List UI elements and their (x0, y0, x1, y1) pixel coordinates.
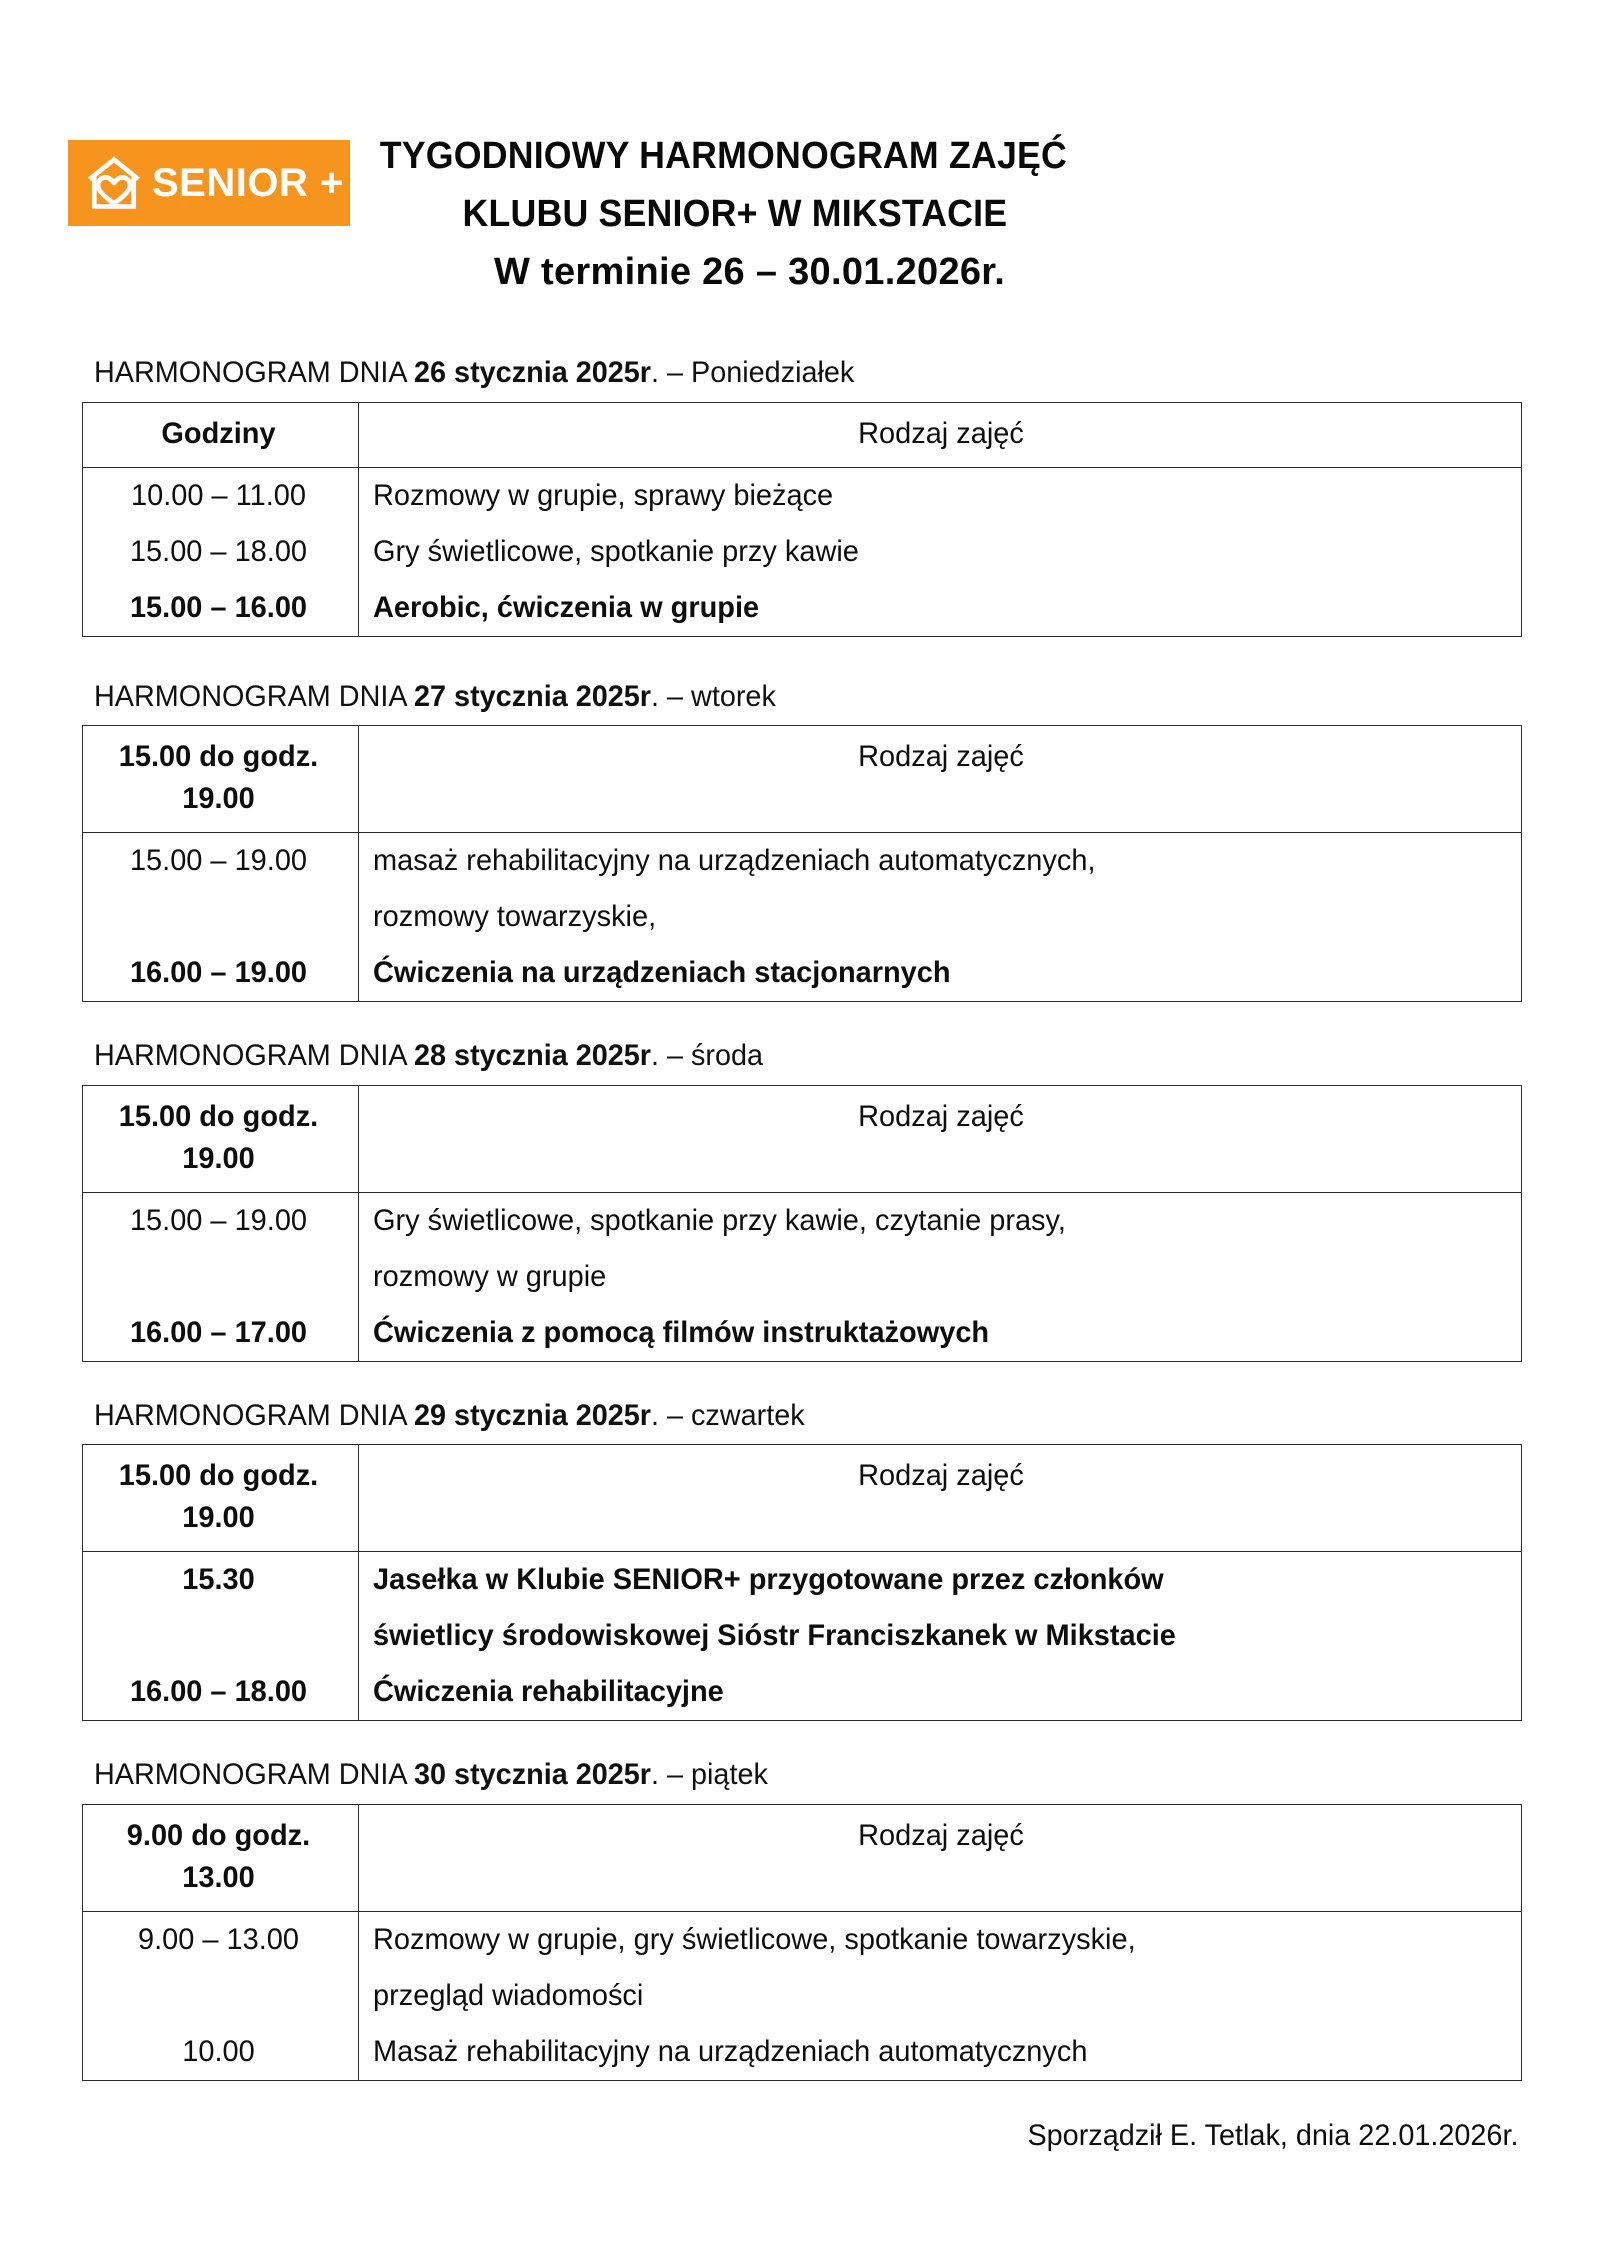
day-caption-date: 27 stycznia 2025r (414, 679, 651, 713)
cell-activity (359, 524, 1522, 580)
cell-activity (359, 1249, 1522, 1305)
day-caption-prefix: HARMONOGRAM DNIA (94, 356, 415, 390)
table-row (83, 467, 1522, 524)
day-section (82, 353, 1522, 637)
cell-time (83, 1192, 359, 1249)
table-row (83, 1608, 1522, 1664)
schedule-table (82, 725, 1522, 1002)
day-section (82, 1755, 1522, 2081)
cell-time (83, 1968, 359, 2024)
cell-activity (359, 1911, 1522, 1968)
cell-time-text: 15.30 (182, 1563, 255, 1597)
table-row (83, 1192, 1522, 1249)
cell-time (83, 889, 359, 945)
day-caption (94, 1036, 1465, 1077)
cell-time (83, 1664, 359, 1721)
table-row (83, 833, 1522, 890)
table-header-row (83, 726, 1522, 833)
cell-activity-text: Ćwiczenia rehabilitacyjne (373, 1675, 724, 1709)
column-header-activity (359, 1085, 1522, 1192)
day-caption-prefix: HARMONOGRAM DNIA (94, 679, 415, 713)
cell-time (83, 1552, 359, 1609)
table-row (83, 524, 1522, 580)
table-header-row (83, 1804, 1522, 1911)
cell-time (83, 1305, 359, 1362)
column-header-time (83, 726, 359, 833)
cell-activity (359, 580, 1522, 637)
cell-activity (359, 1192, 1522, 1249)
cell-time (83, 833, 359, 890)
cell-activity (359, 945, 1522, 1002)
cell-activity-text: Ćwiczenia z pomocą filmów instruktażowych (373, 1315, 990, 1349)
cell-activity (359, 2024, 1522, 2081)
table-row (83, 945, 1522, 1002)
column-header-time-label: 15.00 do godz. 19.00 (118, 740, 327, 816)
cell-activity (359, 1552, 1522, 1609)
column-header-activity-label: Rodzaj zajęć (858, 1099, 1024, 1133)
day-caption-date: 28 stycznia 2025r (414, 1039, 651, 1073)
cell-activity (359, 1664, 1522, 1721)
cell-activity-text: rozmowy w grupie (373, 1259, 607, 1293)
table-row (83, 580, 1522, 637)
column-header-activity-label: Rodzaj zajęć (858, 416, 1024, 450)
column-header-activity-label: Rodzaj zajęć (858, 1818, 1024, 1852)
cell-time-text: 15.00 – 19.00 (129, 844, 308, 878)
senior-plus-logo (68, 140, 350, 226)
cell-time (83, 524, 359, 580)
cell-time (83, 945, 359, 1002)
cell-activity-text: Gry świetlicowe, spotkanie przy kawie, czytanie prasy, (373, 1203, 1066, 1237)
cell-activity (359, 833, 1522, 890)
schedule-table (82, 1085, 1522, 1362)
footer-text: Sporządził E. Tetlak, dnia 22.01.2026r. (1027, 2118, 1518, 2152)
cell-activity (359, 1608, 1522, 1664)
day-section (82, 1396, 1522, 1722)
day-caption (94, 677, 1465, 718)
cell-activity-text: Gry świetlicowe, spotkanie przy kawie (373, 534, 859, 568)
cell-time-text: 15.00 – 19.00 (129, 1203, 308, 1237)
title-line-3: W terminie 26 – 30.01.2026r. (494, 250, 1006, 293)
column-header-time-label: 9.00 do godz. 13.00 (126, 1818, 319, 1894)
cell-time-text: 16.00 – 18.00 (129, 1675, 308, 1709)
day-caption-suffix: . – Poniedziałek (650, 356, 855, 390)
column-header-activity (359, 1804, 1522, 1911)
day-caption-date: 29 stycznia 2025r (414, 1398, 651, 1432)
cell-activity-text: Ćwiczenia na urządzeniach stacjonarnych (373, 956, 951, 990)
column-header-time-label: Godziny (161, 416, 276, 450)
table-row (83, 1552, 1522, 1609)
title-line-2: KLUBU SENIOR+ W MIKSTACIE (462, 192, 1008, 235)
column-header-time (83, 402, 359, 467)
day-caption-suffix: . – czwartek (650, 1398, 805, 1432)
cell-activity-text: rozmowy towarzyskie, (373, 900, 657, 934)
cell-time-text: 16.00 – 19.00 (129, 956, 308, 990)
cell-time-text: 15.00 – 16.00 (129, 590, 308, 624)
schedule-table (82, 1444, 1522, 1721)
day-caption (94, 1396, 1465, 1437)
cell-activity-text: Aerobic, ćwiczenia w grupie (373, 590, 760, 624)
day-caption-date: 30 stycznia 2025r (414, 1758, 651, 1792)
column-header-time-label: 15.00 do godz. 19.00 (118, 1099, 327, 1175)
cell-activity-text: świetlicy środowiskowej Sióstr Franciszkanek w Mikstacie (373, 1619, 1176, 1653)
schedule-sections (0, 353, 1600, 2081)
column-header-activity-label: Rodzaj zajęć (858, 740, 1024, 774)
table-row (83, 1664, 1522, 1721)
cell-activity (359, 467, 1522, 524)
table-row (83, 2024, 1522, 2081)
column-header-time-label: 15.00 do godz. 19.00 (118, 1459, 327, 1535)
table-row (83, 1305, 1522, 1362)
day-caption-suffix: . – wtorek (650, 679, 776, 713)
cell-time-text (97, 1975, 339, 2017)
day-caption-prefix: HARMONOGRAM DNIA (94, 1039, 415, 1073)
cell-time (83, 1911, 359, 1968)
cell-activity (359, 1305, 1522, 1362)
cell-activity-text: masaż rehabilitacyjny na urządzeniach automatycznych, (373, 844, 1096, 878)
cell-activity-text: przegląd wiadomości (373, 1978, 644, 2012)
column-header-time (83, 1804, 359, 1911)
title-group (350, 128, 1600, 301)
table-row (83, 1968, 1522, 2024)
schedule-table (82, 402, 1522, 637)
cell-time (83, 580, 359, 637)
day-caption (94, 353, 1465, 394)
cell-time (83, 467, 359, 524)
cell-time (83, 1249, 359, 1305)
day-caption (94, 1755, 1465, 1796)
cell-time-text (97, 896, 339, 938)
cell-activity-text: Masaż rehabilitacyjny na urządzeniach automatycznych (373, 2034, 1088, 2068)
day-caption-date: 26 stycznia 2025r (414, 356, 651, 390)
day-section (82, 677, 1522, 1003)
table-header-row (83, 402, 1522, 467)
table-header-row (83, 1445, 1522, 1552)
house-heart-icon (84, 153, 144, 213)
day-caption-suffix: . – środa (650, 1039, 764, 1073)
cell-activity (359, 889, 1522, 945)
document-footer (0, 2115, 1600, 2157)
cell-activity-text: Rozmowy w grupie, sprawy bieżące (373, 478, 834, 512)
cell-time-text: 9.00 – 13.00 (137, 1922, 299, 1956)
schedule-table (82, 1804, 1522, 2081)
cell-time-text: 10.00 – 11.00 (131, 478, 306, 512)
column-header-activity (359, 402, 1522, 467)
document-header (0, 0, 1600, 301)
column-header-activity (359, 726, 1522, 833)
day-caption-suffix: . – piątek (650, 1758, 768, 1792)
title-line-1: TYGODNIOWY HARMONOGRAM ZAJĘĆ (379, 135, 1068, 177)
column-header-activity-label: Rodzaj zajęć (858, 1459, 1024, 1493)
cell-activity-text: Jasełka w Klubie SENIOR+ przygotowane przez członków (373, 1563, 1164, 1597)
table-header-row (83, 1085, 1522, 1192)
logo-label: SENIOR + (152, 161, 344, 205)
table-row (83, 889, 1522, 945)
cell-time-text (97, 1615, 339, 1657)
day-caption-prefix: HARMONOGRAM DNIA (94, 1758, 415, 1792)
cell-time-text: 10.00 (182, 2034, 255, 2068)
day-caption-prefix: HARMONOGRAM DNIA (94, 1398, 415, 1432)
cell-time (83, 1608, 359, 1664)
column-header-activity (359, 1445, 1522, 1552)
cell-time-text (97, 1256, 339, 1298)
table-row (83, 1911, 1522, 1968)
cell-time (83, 2024, 359, 2081)
column-header-time (83, 1085, 359, 1192)
cell-time-text: 16.00 – 17.00 (129, 1315, 308, 1349)
cell-time-text: 15.00 – 18.00 (129, 534, 308, 568)
table-row (83, 1249, 1522, 1305)
cell-activity-text: Rozmowy w grupie, gry świetlicowe, spotkanie towarzyskie, (373, 1922, 1136, 1956)
cell-activity (359, 1968, 1522, 2024)
column-header-time (83, 1445, 359, 1552)
day-section (82, 1036, 1522, 1362)
